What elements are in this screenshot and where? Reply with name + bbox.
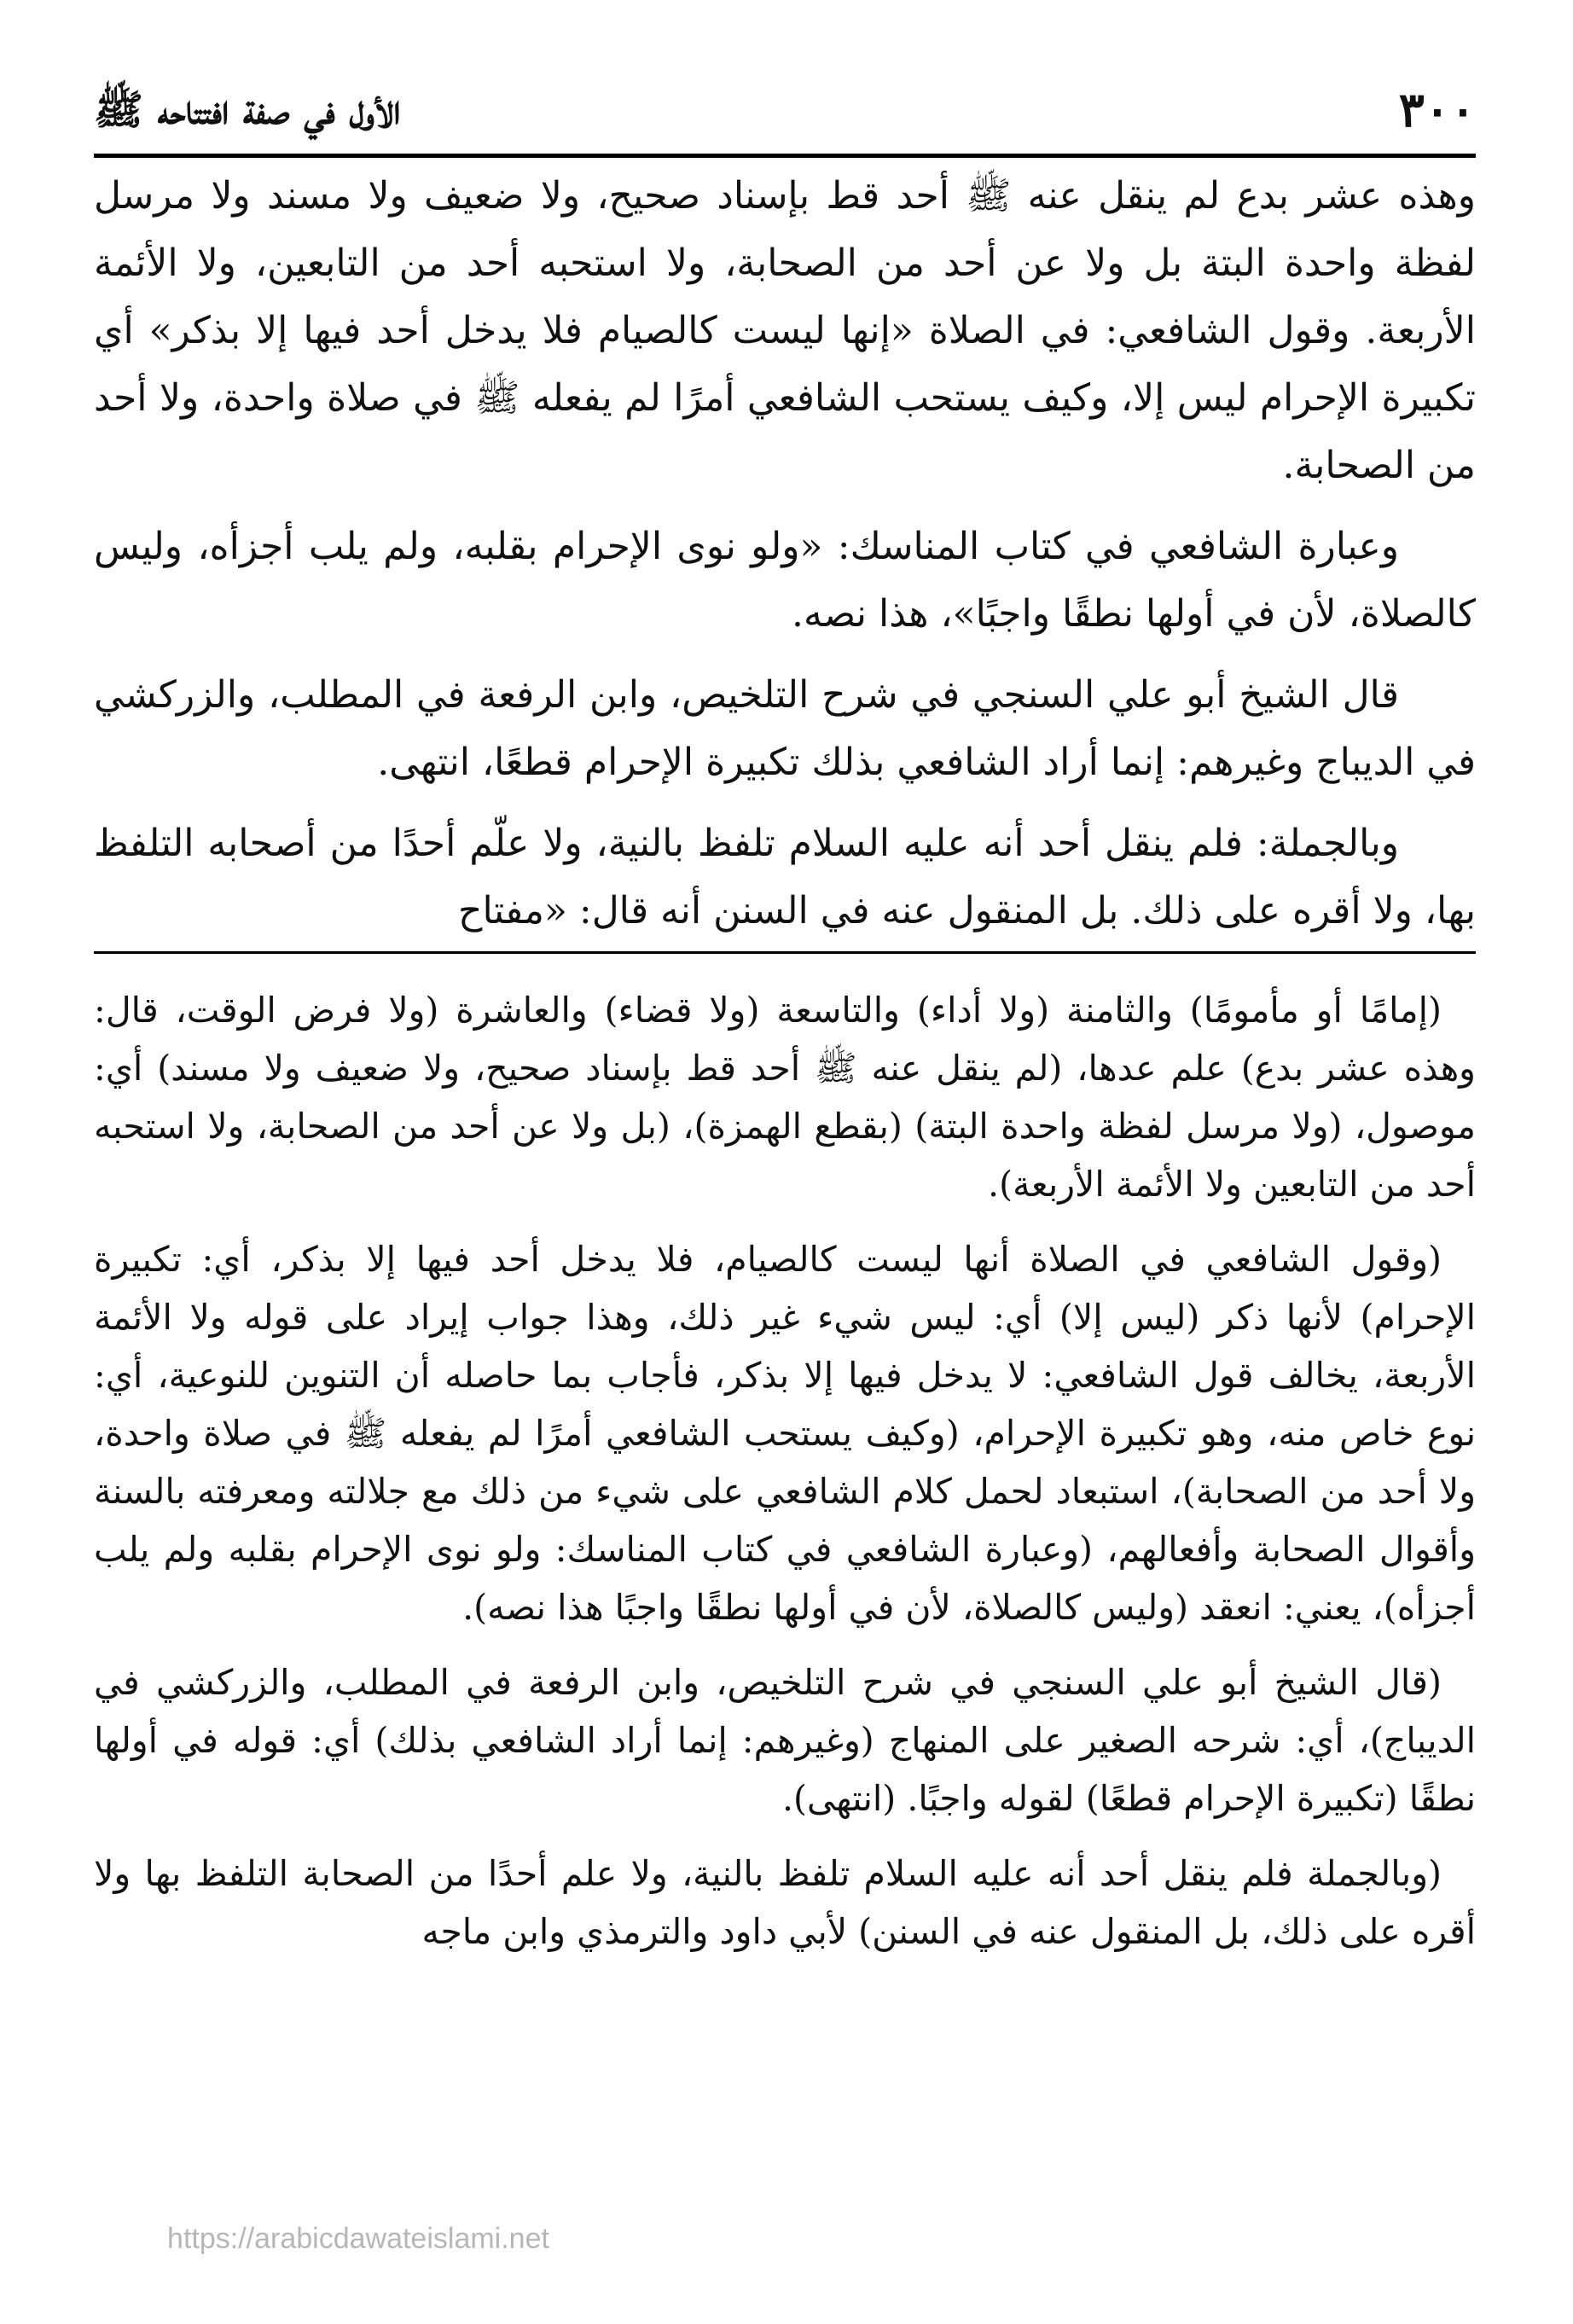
- main-text: [94, 162, 1476, 958]
- section-divider: [94, 951, 1476, 954]
- commentary-paragraph: (قال الشيخ أبو علي السنجي في شرح التلخيص، وابن الرفعة في المطلب، والزركشي في الديباج)، أي: شرحه الصغير على المنهاج (وغيرهم: إنما أراد الشافعي بذلك) أي: قوله في أولها نطقًا (تكبيرة الإحرام قطعًا) لقوله واجبًا. (انتهى).: [94, 1662, 1476, 1819]
- watermark-url: https://arabicdawateislami.net: [167, 2222, 549, 2255]
- page-number: ٣٠٠: [1398, 82, 1476, 138]
- running-title: الأول في صفة افتتاحه ﷺ: [94, 86, 401, 134]
- commentary-text: [94, 981, 1476, 1978]
- main-paragraph: وعبارة الشافعي في كتاب المناسك: «ولو نوى الإحرام بقلبه، ولم يلب أجزأه، وليس كالصلاة، لأن في أولها نطقًا واجبًا»، هذا نصه.: [94, 525, 1476, 636]
- main-paragraph: وهذه عشر بدع لم ينقل عنه ﷺ أحد قط بإسناد صحيح، ولا ضعيف ولا مسند ولا مرسل لفظة واحدة البتة بل ولا عن أحد من الصحابة، ولا استحبه أحد من التابعين، ولا الأئمة الأربعة. وقول الشافعي: في الصلاة «إنها ليست كالصيام فلا يدخل أحد فيها إلا بذكر» أي تكبيرة الإحرام ليس إلا، وكيف يستحب الشافعي أمرًا لم يفعله ﷺ في صلاة واحدة، ولا أحد من الصحابة.: [94, 174, 1476, 487]
- commentary-paragraph: (إمامًا أو مأمومًا) والثامنة (ولا أداء) والتاسعة (ولا قضاء) والعاشرة (ولا فرض الوقت، قال: وهذه عشر بدع) علم عدها، (لم ينقل عنه ﷺ أحد قط بإسناد صحيح، ولا ضعيف ولا مسند) أي: موصول، (ولا مرسل لفظة واحدة البتة) (بقطع الهمزة)، (بل ولا عن أحد من الصحابة، ولا استحبه أحد من التابعين ولا الأئمة الأربعة).: [94, 990, 1476, 1205]
- main-paragraph: وبالجملة: فلم ينقل أحد أنه عليه السلام تلفظ بالنية، ولا علّم أحدًا من أصحابه التلفظ بها، ولا أقره على ذلك. بل المنقول عنه في السنن أنه قال: «مفتاح: [94, 822, 1476, 933]
- main-paragraph: قال الشيخ أبو علي السنجي في شرح التلخيص، وابن الرفعة في المطلب، والزركشي في الديباج وغيرهم: إنما أراد الشافعي بذلك تكبيرة الإحرام قطعًا، انتهى.: [94, 673, 1476, 784]
- commentary-paragraph: (وقول الشافعي في الصلاة أنها ليست كالصيام، فلا يدخل أحد فيها إلا بذكر، أي: تكبيرة الإحرام) لأنها ذكر (ليس إلا) أي: ليس شيء غير ذلك، وهذا جواب إيراد على قوله ولا الأئمة الأربعة، يخالف قول الشافعي: لا يدخل فيها إلا بذكر، فأجاب بما حاصله أن التنوين للنوعية، أي: نوع خاص منه، وهو تكبيرة الإحرام، (وكيف يستحب الشافعي أمرًا لم يفعله ﷺ في صلاة واحدة، ولا أحد من الصحابة)، استبعاد لحمل كلام الشافعي على شيء من ذلك مع جلالته ومعرفته بالسنة وأقوال الصحابة وأفعالهم، (وعبارة الشافعي في كتاب المناسك: ولو نوى الإحرام بقلبه ولم يلب أجزأه)، يعني: انعقد (وليس كالصلاة، لأن في أولها نطقًا واجبًا هذا نصه).: [94, 1239, 1476, 1628]
- book-page: [94, 60, 1476, 2278]
- commentary-paragraph: (وبالجملة فلم ينقل أحد أنه عليه السلام تلفظ بالنية، ولا علم أحدًا من الصحابة التلفظ بها ولا أقره على ذلك، بل المنقول عنه في السنن) لأبي داود والترمذي وابن ماجه: [94, 1853, 1476, 1952]
- page-header: [94, 77, 1476, 158]
